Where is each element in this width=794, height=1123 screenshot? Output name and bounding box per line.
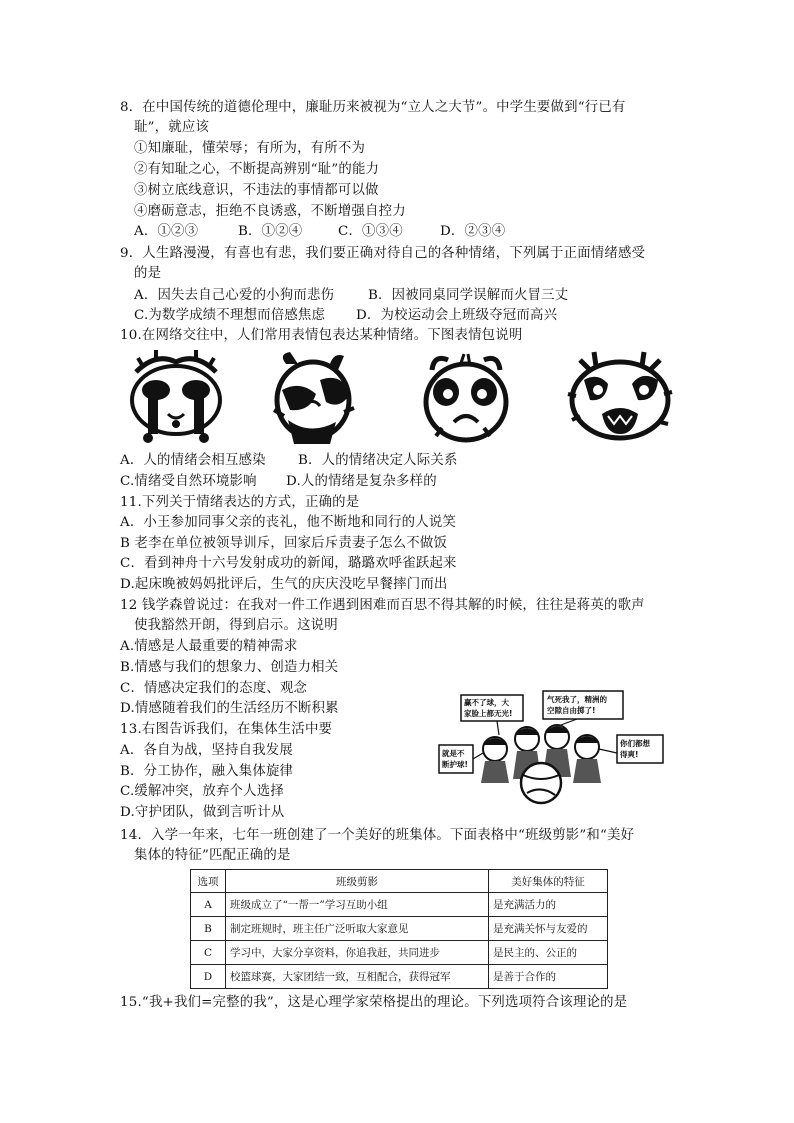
table-cell: 校篮球赛，大家团结一致，互相配合，获得冠军 [226,965,489,989]
table-cell: A [191,893,226,917]
table-cell: 是充满关怀与友爱的 [489,917,608,941]
crying-panda-emoji-image [126,350,226,446]
table-cell: 学习中，大家分享资料，你追我赶，共同进步 [226,941,489,965]
q10-stem: 10.在网络交往中，人们常用表情包表达某种情绪。下图表情包说明 [120,328,523,343]
q13-option-c: C.缓解冲突，放弃个人选择 [120,784,284,799]
q9-option-a: A．因失去自己心爱的小狗而悲伤 [134,288,335,303]
q12-stem-line2: 使我豁然开朗，得到启示。这说明 [134,618,338,633]
q8-item-1: ①知廉耻，懂荣辱；有所为，有所不为 [134,141,366,156]
q9-option-d: D．为校运动会上班级夺冠而高兴 [356,308,558,323]
q14-table [190,869,608,989]
q13-option-b: B．分工协作，融入集体旋律 [120,764,294,779]
table-cell: 班级成立了“一帮一”学习互助小组 [226,893,489,917]
q11-option-b: B 老李在单位被领导训斥，回家后斥责妻子怎么不做饭 [120,536,448,551]
bubble-3-text: 就是不 [442,749,465,758]
q9-stem-line1: 9．人生路漫漫，有喜也有悲，我们要正确对待自己的各种情绪，下列属于正面情绪感受 [120,246,646,261]
q12-option-d: D.情感随着我们的生活经历不断积累 [120,701,339,716]
q8-item-4: ④磨砺意志，拒绝不良诱惑，不断增强自控力 [134,204,406,219]
q11-stem: 11.下列关于情绪表达的方式，正确的是 [120,495,360,510]
bubble-2-text-2: 空隙自由掷了! [547,706,596,715]
team-cartoon-image [437,683,669,805]
emoji-images [120,350,680,450]
q10-option-b: B．人的情绪决定人际关系 [298,453,458,468]
table-header-class-snapshot: 班级剪影 [226,870,489,893]
table-cell: 是善于合作的 [489,965,608,989]
table-header-row [191,870,608,893]
q13-option-a: A．各自为战，坚持自我发展 [120,743,293,758]
table-row [191,941,608,965]
bubble-3-text-2: 断护球! [442,760,468,769]
q15-stem: 15.“我+我们=完整的我”，这是心理学家荣格提出的理论。下列选项符合该理论的是 [120,995,628,1010]
q8-stem-line2: 耻”，就应该 [134,120,209,135]
bubble-2-text: 气死我了，精洲的 [547,695,607,704]
q8-option-d: D．②③④ [440,224,506,239]
table-cell: B [191,917,226,941]
q8-stem-line1: 8．在中国传统的道德伦理中，廉耻历来被视为“立人之大节”。中学生要做到“行已有 [120,100,626,115]
q14-stem-line1: 14．入学一年来，七年一班创建了一个美好的班集体。下面表格中“班级剪影”和“美好 [120,828,635,843]
q9-option-b: B．因被同桌同学误解而火冒三丈 [368,288,569,303]
bubble-4-text: 你们都想 [620,739,650,748]
table-row [191,893,608,917]
q8-option-b: B．①②④ [238,224,303,239]
table-cell: 是充满活力的 [489,893,608,917]
angry-panda-emoji-image [270,350,356,448]
table-header-option: 选项 [191,870,226,893]
bubble-4-text-2: 得爽! [620,750,639,759]
table-cell: D [191,965,226,989]
q10-option-d: D.人的情绪是复杂多样的 [286,474,437,489]
q11-option-c: C．看到神舟十六号发射成功的新闻，璐璐欢呼雀跃起来 [120,556,457,571]
q8-item-2: ②有知耻之心，不断提高辨别“耻”的能力 [134,162,380,177]
bubble-1-text-2: 家脸上都无光! [464,709,513,718]
shocked-panda-emoji-image [420,350,512,446]
q12-option-b: B.情感与我们的想象力、创造力相关 [120,660,339,675]
bubble-1-text: 赢不了球，大 [464,698,509,707]
q11-option-a: A．小王参加同事父亲的丧礼，他不断地和同行的人说笑 [120,515,457,530]
q12-option-a: A.情感是人最重要的精神需求 [120,639,298,654]
q12-option-c: C．情感决定我们的态度、观念 [120,681,308,696]
q14-stem-line2: 集体的特征”匹配正确的是 [134,848,291,863]
q13-stem: 13.右图告诉我们，在集体生活中要 [120,722,333,737]
q13-option-d: D.守护团队，做到言听计从 [120,805,285,820]
q8-item-3: ③树立底线意识，不违法的事情都可以做 [134,183,379,198]
q8-option-c: C．①③④ [338,224,403,239]
q8-option-a: A．①②③ [134,224,199,239]
q10-option-c: C.情绪受自然环境影响 [120,474,257,489]
frantic-panda-emoji-image [564,350,676,446]
table-row [191,965,608,989]
table-cell: C [191,941,226,965]
q9-stem-line2: 的是 [134,266,162,281]
table-cell: 制定班规时，班主任广泛听取大家意见 [226,917,489,941]
q10-option-a: A．人的情绪会相互感染 [120,453,266,468]
table-cell: 是民主的、公正的 [489,941,608,965]
q9-option-c: C.为数学成绩不理想而倍感焦虑 [134,308,326,323]
q12-stem-line1: 12 钱学森曾说过：在我对一件工作遇到困难而百思不得其解的时候，往往是蒋英的歌声 [120,598,645,613]
q11-option-d: D.起床晚被妈妈批评后，生气的庆庆没吃早餐摔门而出 [120,577,448,592]
table-row [191,917,608,941]
table-header-feature: 美好集体的特征 [489,870,608,893]
